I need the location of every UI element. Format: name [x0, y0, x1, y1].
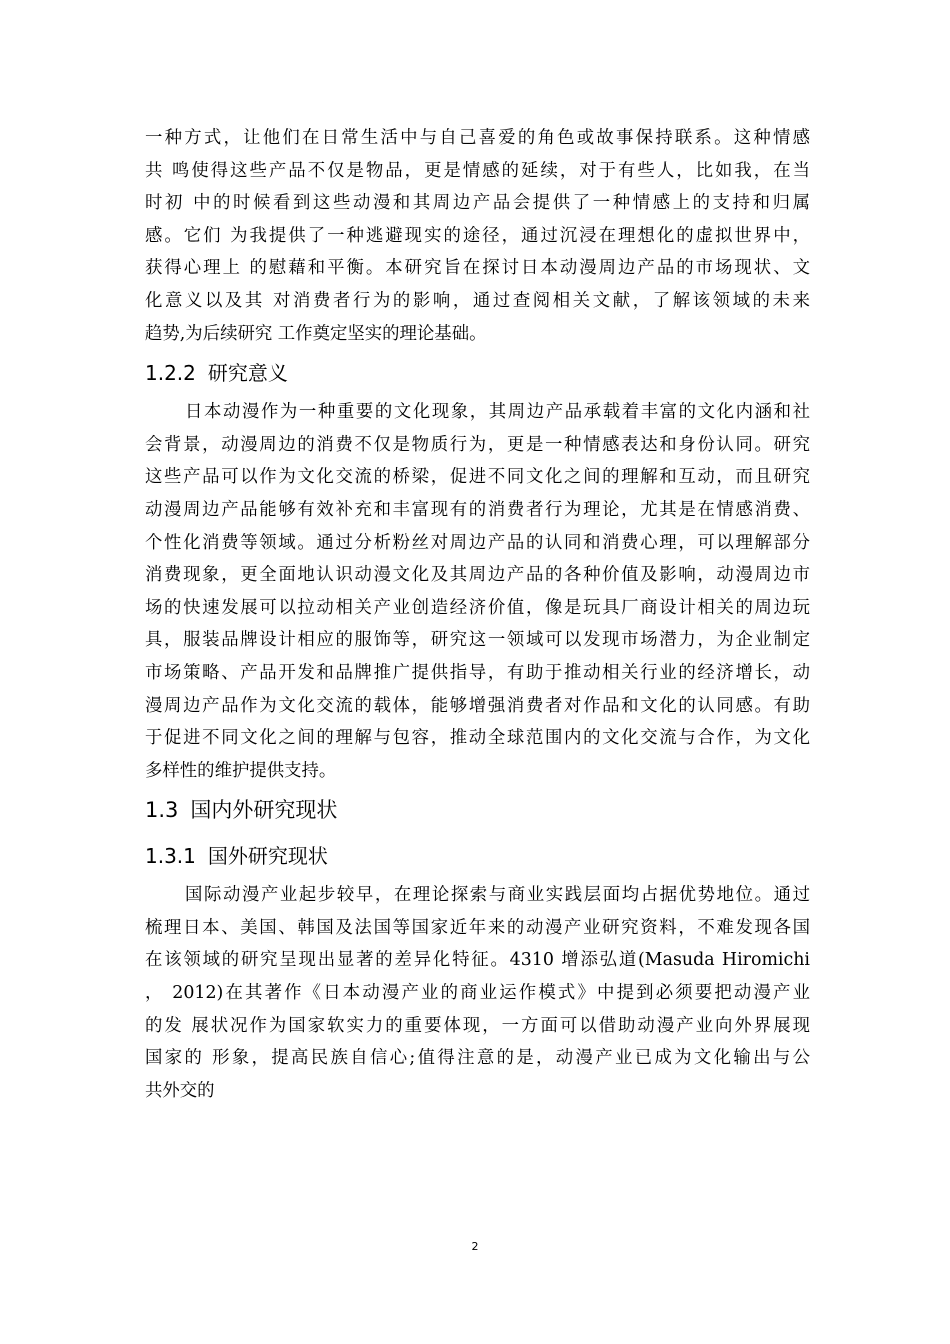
text-line: 个性化消费等领域。通过分析粉丝对周边产品的认同和消费心理，可以理解部分	[145, 532, 810, 553]
text-line: 一种方式，让他们在日常生活中与自己喜爱的角色或故事保持联系。这种情感	[145, 128, 810, 148]
text-line: 感。它们 为我提供了一种逃避现实的途径，通过沉浸在理想化的虚拟世界中，	[145, 225, 810, 246]
text-line: 化意义以及其 对消费者行为的影响，通过查阅相关文献，了解该领域的未来	[145, 290, 810, 311]
text-line: ， 2012)在其著作《日本动漫产业的商业运作模式》中提到必须要把动漫产业	[145, 983, 810, 1004]
heading-1-3	[145, 787, 810, 833]
text-line: 多样性的维护提供支持。	[145, 760, 337, 781]
text-line: 国家的 形象，提高民族自信心;值得注意的是，动漫产业已成为文化输出与公	[145, 1048, 810, 1069]
paragraph-research-significance	[145, 396, 810, 787]
text-line: 国际动漫产业起步较早，在理论探索与商业实践层面均占据优势地位。通过	[185, 885, 810, 906]
text-line: 场的快速发展可以拉动相关产业创造经济价值，像是玩具厂商设计相关的周边玩	[145, 597, 810, 618]
text-line: 这些产品可以作为文化交流的桥梁，促进不同文化之间的理解和互动，而且研究	[145, 467, 810, 488]
paragraph-continued	[145, 122, 810, 350]
text-line: 日本动漫作为一种重要的文化现象，其周边产品承载着丰富的文化内涵和社	[185, 402, 810, 423]
text-line: 获得心理上 的慰藉和平衡。本研究旨在探讨日本动漫周边产品的市场现状、文	[145, 258, 810, 279]
text-line: 趋势,为后续研究 工作奠定坚实的理论基础。	[145, 323, 487, 344]
heading-number: 1.3.1	[145, 844, 196, 869]
text-line: 共 鸣使得这些产品不仅是物品，更是情感的延续，对于有些人，比如我，在当	[145, 160, 810, 181]
page-content	[145, 122, 810, 1107]
text-line: 梳理日本、美国、韩国及法国等国家近年来的动漫产业研究资料，不难发现各国	[145, 917, 810, 938]
text-line: 会背景，动漫周边的消费不仅是物质行为，更是一种情感表达和身份认同。研究	[145, 434, 810, 455]
text-line: 共外交的	[145, 1080, 215, 1101]
text-line: 动漫周边产品能够有效补充和丰富现有的消费者行为理论，尤其是在情感消费、	[145, 499, 810, 520]
heading-1-2-2	[145, 350, 810, 396]
heading-title: 研究意义	[207, 361, 288, 386]
heading-title: 国外研究现状	[207, 844, 328, 869]
heading-number: 1.3	[145, 798, 179, 823]
heading-title: 国内外研究现状	[190, 798, 338, 823]
text-line: 消费现象，更全面地认识动漫文化及其周边产品的各种价值及影响，动漫周边市	[145, 565, 810, 586]
page-number: 2	[471, 1240, 479, 1253]
text-line: 的发 展状况作为国家软实力的重要体现，一方面可以借助动漫产业向外界展现	[145, 1015, 810, 1036]
text-line: 市场策略、产品开发和品牌推广提供指导，有助于推动相关行业的经济增长，动	[145, 662, 810, 683]
text-line: 具，服装品牌设计相应的服饰等，研究这一领域可以发现市场潜力，为企业制定	[145, 630, 810, 651]
text-line: 在该领域的研究呈现出显著的差异化特征。4310 增添弘道(Masuda Hiromichi	[145, 950, 810, 971]
heading-1-3-1	[145, 833, 810, 879]
text-line: 漫周边产品作为文化交流的载体，能够增强消费者对作品和文化的认同感。有助	[145, 695, 810, 716]
heading-number: 1.2.2	[145, 361, 196, 386]
text-line: 于促进不同文化之间的理解与包容，推动全球范围内的文化交流与合作，为文化	[145, 728, 810, 749]
paragraph-foreign-research	[145, 879, 810, 1107]
text-line: 时初 中的时候看到这些动漫和其周边产品会提供了一种情感上的支持和归属	[145, 193, 810, 214]
